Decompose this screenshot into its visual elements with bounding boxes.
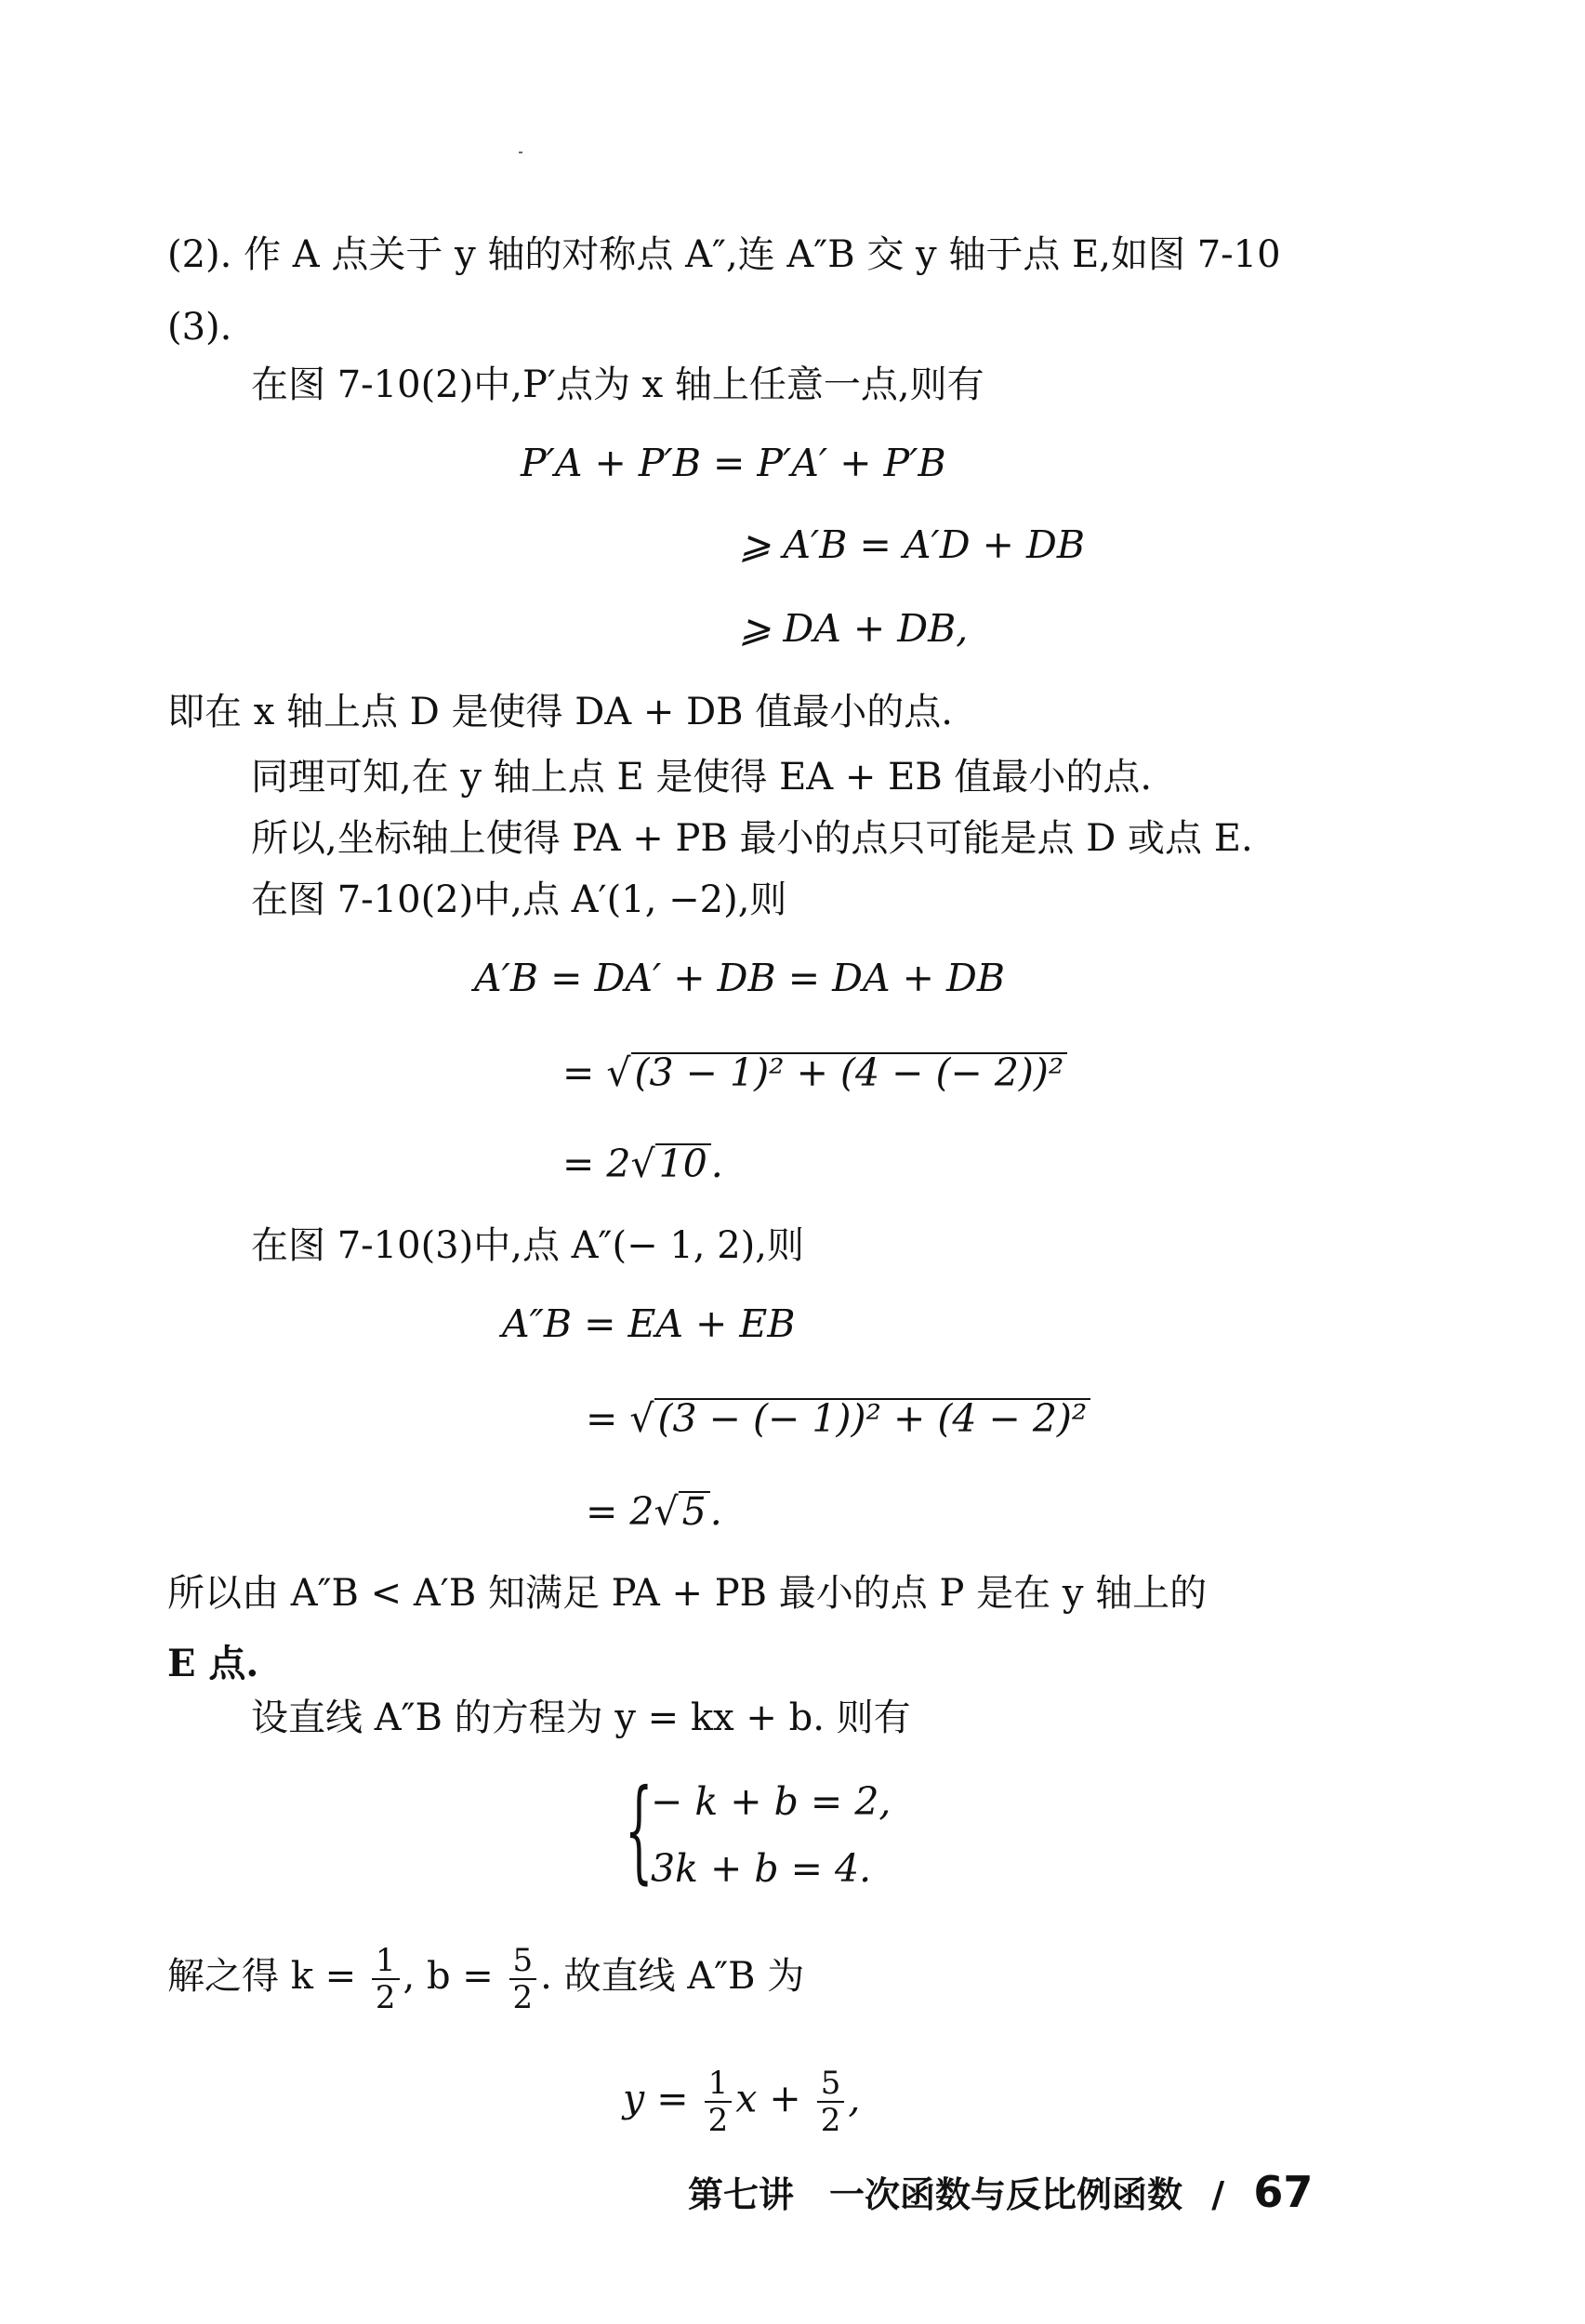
denominator: 2: [707, 2102, 729, 2139]
running-footer: [688, 2166, 1313, 2217]
fraction: [509, 1943, 537, 2015]
text-fragment: . 故直线 A″B 为: [540, 1955, 805, 1998]
numerator: 5: [817, 2066, 845, 2103]
denominator: 2: [375, 1979, 396, 2016]
text-line: 在图 7-10(2)中,P′点为 x 轴上任意一点,则有: [251, 363, 984, 406]
denominator: 2: [820, 2102, 841, 2139]
text-fragment: y =: [623, 2076, 701, 2121]
text-line: 所以,坐标轴上使得 PA + PB 最小的点只可能是点 D 或点 E.: [251, 817, 1253, 860]
text-line: E 点.: [167, 1642, 259, 1685]
numerator: 1: [372, 1943, 400, 1980]
system-brace: {: [625, 1766, 654, 1895]
page-number: 67: [1253, 2167, 1314, 2217]
chapter-title: 第七讲 一次函数与反比例函数: [688, 2174, 1183, 2215]
text-fragment: 解之得 k =: [167, 1955, 368, 1998]
fraction: [705, 2066, 733, 2138]
equation-prefix: =: [586, 1396, 630, 1441]
sqrt-symbol: √: [606, 1050, 631, 1095]
equation-line: [562, 1140, 723, 1188]
text-line: 所以由 A″B < A′B 知满足 PA + PB 最小的点 P 是在 y 轴上的: [167, 1572, 1208, 1615]
equation-prefix: = 2: [586, 1489, 654, 1534]
text-line: (2). 作 A 点关于 y 轴的对称点 A″,连 A″B 交 y 轴于点 E,如图 7-10: [167, 233, 1281, 276]
numerator: 1: [705, 2066, 733, 2103]
numerator: 5: [509, 1943, 537, 1980]
sqrt-symbol: √: [630, 1142, 655, 1186]
text-line: 即在 x 轴上点 D 是使得 DA + DB 值最小的点.: [167, 691, 953, 733]
footer-separator: /: [1211, 2174, 1225, 2215]
sqrt-symbol: √: [654, 1489, 679, 1534]
equation-line: 3k + b = 4.: [651, 1846, 872, 1891]
equation-line: ⩾ A′B = A′D + DB: [739, 522, 1086, 567]
text-line: 在图 7-10(2)中,点 A′(1, −2),则: [251, 878, 787, 921]
text-fragment: x +: [735, 2076, 813, 2121]
radicand: (3 − (− 1))² + (4 − 2)²: [654, 1398, 1091, 1437]
text-line: 在图 7-10(3)中,点 A″(− 1, 2),则: [251, 1224, 804, 1267]
equation-prefix: =: [562, 1050, 607, 1095]
radicand: 10: [655, 1143, 711, 1182]
equation-prefix: = 2: [562, 1142, 631, 1186]
equation-suffix: .: [710, 1142, 723, 1186]
equation-line: A′B = DA′ + DB = DA + DB: [474, 956, 1005, 1000]
sqrt-symbol: √: [629, 1396, 654, 1441]
denominator: 2: [512, 1979, 534, 2016]
equation-suffix: .: [709, 1489, 722, 1534]
text-line: 同理可知,在 y 轴上点 E 是使得 EA + EB 值最小的点.: [251, 756, 1153, 799]
equation-line: [623, 2066, 860, 2138]
equation-line: [586, 1394, 1090, 1443]
equation-line: − k + b = 2,: [651, 1779, 892, 1824]
scan-speck: [519, 152, 522, 153]
equation-line: [586, 1487, 722, 1536]
text-fragment: , b =: [403, 1955, 506, 1998]
text-fragment: ,: [848, 2076, 861, 2121]
radicand: (3 − 1)² + (4 − (− 2))²: [631, 1052, 1068, 1091]
fraction: [817, 2066, 845, 2138]
equation-line: ⩾ DA + DB,: [739, 606, 969, 651]
text-line: [167, 1943, 804, 2015]
equation-line: A″B = EA + EB: [502, 1301, 796, 1346]
text-line: (3).: [167, 306, 232, 349]
radicand: 5: [679, 1491, 710, 1530]
equation-line: P′A + P′B = P′A′ + P′B: [521, 441, 946, 485]
equation-line: [562, 1049, 1067, 1097]
fraction: [372, 1943, 400, 2015]
text-line: 设直线 A″B 的方程为 y = kx + b. 则有: [251, 1697, 911, 1739]
